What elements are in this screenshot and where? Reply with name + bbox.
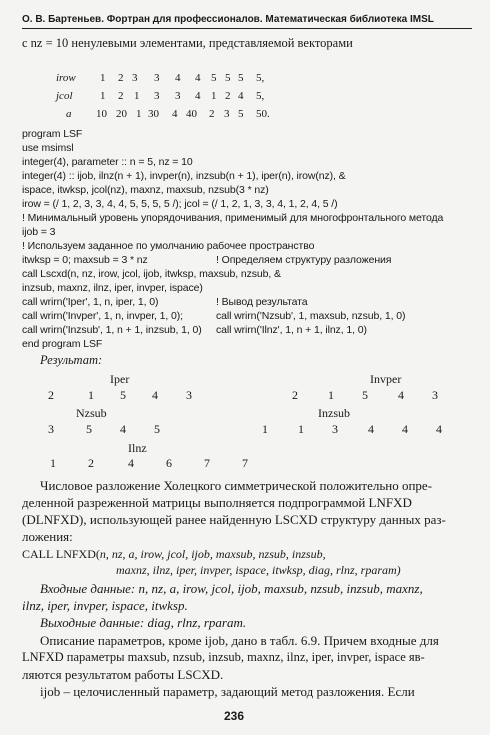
result-title-ilnz: Ilnz: [128, 441, 147, 455]
code-line: call wrirn('Ilnz', 1, n + 1, ilnz, 1, 0): [216, 324, 367, 336]
result-value: 4: [436, 422, 442, 436]
code-line: program LSF: [22, 128, 83, 140]
page-number: 236: [224, 709, 245, 723]
code-line: irow = (/ 1, 2, 3, 3, 4, 4, 5, 5, 5, 5 /); jcol = (/ 1, 2, 1, 3, 3, 4, 1, 2, 4, 5 /): [22, 198, 338, 210]
result-row-ilnz: [0, 456, 490, 472]
vector-value: 5: [211, 72, 217, 84]
result-value: 3: [186, 388, 192, 402]
result-value: 2: [88, 456, 94, 470]
vector-value: 5,: [256, 72, 265, 84]
result-value: 6: [166, 456, 172, 470]
code-comment: ! Вывод результата: [216, 296, 308, 308]
result-value: 3: [332, 422, 338, 436]
result-value: 1: [88, 388, 94, 402]
code-line: call wrirn('Nzsub', 1, maxsub, nzsub, 1, 0): [216, 310, 406, 322]
vector-value: 4: [175, 72, 181, 84]
vector-jcol-name: jcol: [56, 90, 73, 102]
vector-value: 20: [116, 108, 127, 120]
result-row-nzsub-inzsub: [0, 422, 490, 438]
vector-value: 4: [238, 90, 244, 102]
vector-a-name: a: [66, 108, 72, 120]
paragraph-line: ляются результатом работы LSCXD.: [22, 667, 224, 682]
code-line: end program LSF: [22, 338, 103, 350]
paragraph-line: Числовое разложение Холецкого симметрической положительно опре-: [40, 478, 433, 493]
vector-value: 4: [172, 108, 178, 120]
vector-value: 5: [238, 72, 244, 84]
code-line: ispace, itwksp, jcol(nz), maxnz, maxsub, nzsub(3 * nz): [22, 184, 269, 196]
result-value: 4: [152, 388, 158, 402]
code-line: integer(4) :: ijob, ilnz(n + 1), invper(n), inzsub(n + 1), iper(n), irow(nz), &: [22, 170, 346, 182]
vector-a-values: [96, 108, 286, 122]
result-title-inzsub: Inzsub: [318, 406, 350, 420]
result-value: 5: [154, 422, 160, 436]
result-value: 5: [86, 422, 92, 436]
paragraph-line: ijob – целочисленный параметр, задающий метод разложения. Если: [40, 684, 415, 699]
code-comment: ! Минимальный уровень упорядочивания, применимый для многофронтального метода: [22, 212, 444, 224]
vector-value: 2: [225, 90, 231, 102]
result-value: 4: [120, 422, 126, 436]
vector-value: 1: [134, 90, 140, 102]
paragraph-line: LNFXD параметры maxsub, nzsub, inzsub, maxnz, ilnz, iper, invper, ispace яв-: [22, 650, 425, 664]
vector-value: 4: [195, 90, 201, 102]
result-value: 4: [398, 388, 404, 402]
result-title-iper: Iper: [110, 372, 130, 386]
result-row-iper-invper: [0, 388, 490, 404]
input-data-line2: ilnz, iper, invper, ispace, itwksp.: [22, 598, 188, 613]
vector-value: 1: [100, 72, 106, 84]
vector-value: 5,: [256, 90, 265, 102]
paragraph-line: (DLNFXD), использующей ранее найденную LSCXD структуру данных раз-: [22, 512, 446, 527]
result-value: 5: [120, 388, 126, 402]
output-data-line: Выходные данные: diag, rlnz, rparam.: [40, 615, 247, 630]
vector-irow-values: [100, 72, 280, 86]
code-line: call wrirn('Iper', 1, n, iper, 1, 0): [22, 296, 159, 308]
result-value: 1: [50, 456, 56, 470]
vector-value: 3: [154, 90, 160, 102]
result-value: 7: [204, 456, 210, 470]
vector-value: 2: [118, 90, 124, 102]
vector-value: 1: [100, 90, 106, 102]
vector-value: 3: [132, 72, 138, 84]
call-prefix: CALL LNFXD(: [22, 547, 100, 561]
code-line: use msimsl: [22, 142, 74, 154]
vector-value: 2: [118, 72, 124, 84]
paragraph-line: деленной разреженной матрицы выполняется подпрограммой LNFXD: [22, 495, 412, 510]
result-value: 3: [432, 388, 438, 402]
vector-value: 2: [209, 108, 215, 120]
result-label: Результат:: [40, 353, 103, 367]
result-value: 1: [328, 388, 334, 402]
call-signature-line1: [22, 546, 326, 563]
code-comment: ! Определяем структуру разложения: [216, 254, 392, 266]
vector-value: 50.: [256, 108, 270, 120]
result-value: 4: [402, 422, 408, 436]
vector-value: 3: [175, 90, 181, 102]
result-value: 2: [48, 388, 54, 402]
code-line: integer(4), parameter :: n = 5, nz = 10: [22, 156, 193, 168]
result-value: 1: [298, 422, 304, 436]
vector-value: 4: [195, 72, 201, 84]
result-value: 4: [128, 456, 134, 470]
result-value: 2: [292, 388, 298, 402]
code-line: call wrirn('Invper', 1, n, invper, 1, 0);: [22, 310, 183, 322]
vector-value: 30: [148, 108, 159, 120]
intro-line: с nz = 10 ненулевыми элементами, представляемой векторами: [22, 36, 353, 50]
vector-jcol-values: [100, 90, 280, 104]
vector-value: 5: [238, 108, 244, 120]
vector-value: 1: [136, 108, 142, 120]
code-line: call wrirn('Inzsub', 1, n + 1, inzsub, 1, 0): [22, 324, 202, 336]
vector-value: 5: [225, 72, 231, 84]
result-value: 5: [362, 388, 368, 402]
vector-value: 1: [211, 90, 217, 102]
code-line: itwksp = 0; maxsub = 3 * nz: [22, 254, 148, 266]
code-line: call Lscxd(n, nz, irow, jcol, ijob, itwksp, maxsub, nzsub, &: [22, 268, 281, 280]
result-value: 7: [242, 456, 248, 470]
paragraph-line: ложения:: [22, 529, 73, 544]
input-data-line1: Входные данные: n, nz, a, irow, jcol, ijob, maxsub, nzsub, inzsub, maxnz,: [40, 581, 423, 596]
code-comment: ! Используем заданное по умолчанию рабочее пространство: [22, 240, 315, 252]
call-signature-line2: maxnz, ilnz, iper, invper, ispace, itwksp, diag, rlnz, rparam): [116, 563, 401, 577]
vector-value: 10: [96, 108, 107, 120]
result-title-nzsub: Nzsub: [76, 406, 107, 420]
result-value: 4: [368, 422, 374, 436]
result-value: 3: [48, 422, 54, 436]
vector-value: 3: [154, 72, 160, 84]
result-title-invper: Invper: [370, 372, 402, 386]
call-args: n, nz, a, irow, jcol, ijob, maxsub, nzsub, inzsub,: [99, 547, 326, 561]
code-line: inzsub, maxnz, ilnz, iper, invper, ispace): [22, 282, 203, 294]
code-line: ijob = 3: [22, 226, 56, 238]
paragraph-line: Описание параметров, кроме ijob, дано в табл. 6.9. Причем входные для: [40, 633, 439, 648]
vector-irow-name: irow: [56, 72, 76, 84]
running-header: О. В. Бартеньев. Фортран для профессионалов. Математическая библиотека IMSL: [22, 14, 472, 29]
result-value: 1: [262, 422, 268, 436]
vector-value: 3: [224, 108, 230, 120]
vector-value: 40: [186, 108, 197, 120]
